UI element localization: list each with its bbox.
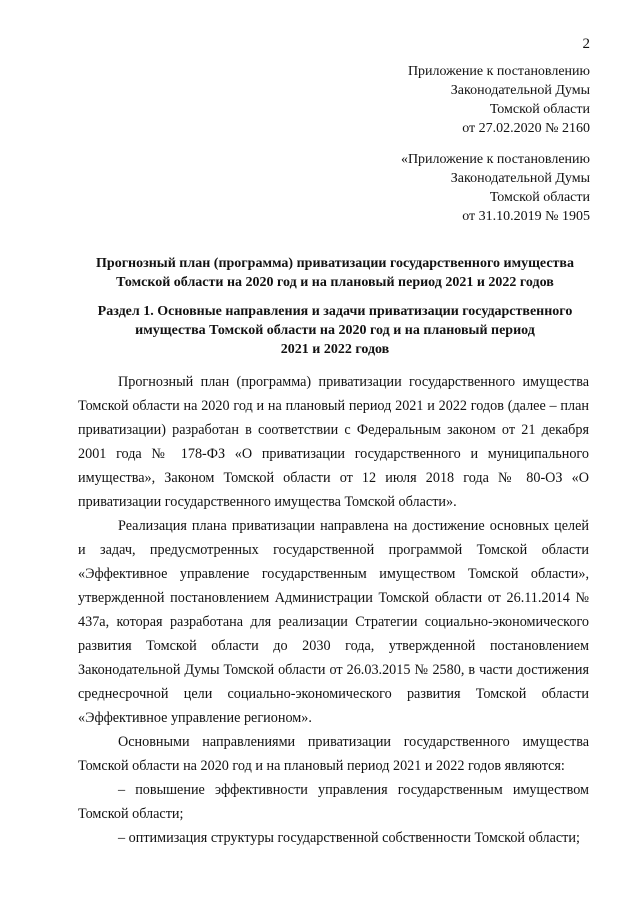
- appendix-reference-current: [300, 62, 590, 138]
- document-title: [60, 254, 610, 292]
- section-title-line: 2021 и 2022 годов: [280, 342, 390, 357]
- section-title-line: Раздел 1. Основные направления и задачи приватизации государственного: [97, 304, 573, 319]
- section-title: [60, 302, 610, 359]
- list-item: – оптимизация структуры государственной собственности Томской области;: [118, 830, 580, 846]
- list-item: – повышение эффективности управления государственным имуществом Томской области;: [78, 782, 589, 822]
- body-paragraph: Основными направлениями приватизации государственного имущества Томской области на 2020 год и на плановый период 2021 и 2022 годов являются:: [78, 734, 589, 774]
- document-body: [78, 370, 589, 850]
- appendix-line: Томской области: [489, 102, 590, 117]
- section-title-line: имущества Томской области на 2020 год и на плановый период: [135, 323, 535, 338]
- document-title-line: Томской области на 2020 год и на плановый период 2021 и 2022 годов: [116, 275, 554, 290]
- page-number: 2: [582, 36, 590, 52]
- appendix-line: от 31.10.2019 № 1905: [462, 209, 590, 224]
- appendix-line: «Приложение к постановлению: [400, 152, 590, 167]
- document-title-line: Прогнозный план (программа) приватизации государственного имущества: [96, 256, 574, 271]
- body-paragraph: Прогнозный план (программа) приватизации государственного имущества Томской области на 2020 год и на плановый период 2021 и 2022 годов (далее – план приватизации) разработан в соответствии с Федеральным законом от 21 декабря 2001 года № 178-ФЗ «О приватизации государственного и муниципального имущества», Законом Томской области от 12 июля 2018 года № 80-ОЗ «О приватизации государственного имущества Томской области».: [78, 374, 589, 510]
- appendix-line: Приложение к постановлению: [407, 64, 590, 79]
- appendix-line: Законодательной Думы: [450, 83, 590, 98]
- appendix-line: от 27.02.2020 № 2160: [462, 121, 590, 136]
- appendix-reference-previous: [300, 150, 590, 226]
- appendix-line: Законодательной Думы: [450, 171, 590, 186]
- appendix-line: Томской области: [489, 190, 590, 205]
- body-paragraph: Реализация плана приватизации направлена на достижение основных целей и задач, предусмотренных государственной программой Томской области «Эффективное управление государственным имуществом Томской области», утвержденной постановлением Администрации Томской области от 26.11.2014 № 437а, которая разработана для реализации Стратегии социально-экономического развития Томской области до 2030 года, утвержденной постановлением Законодательной Думы Томской области от 26.03.2015 № 2580, в части достижения среднесрочной цели социально-экономического развития Томской области «Эффективное управление регионом».: [78, 518, 589, 726]
